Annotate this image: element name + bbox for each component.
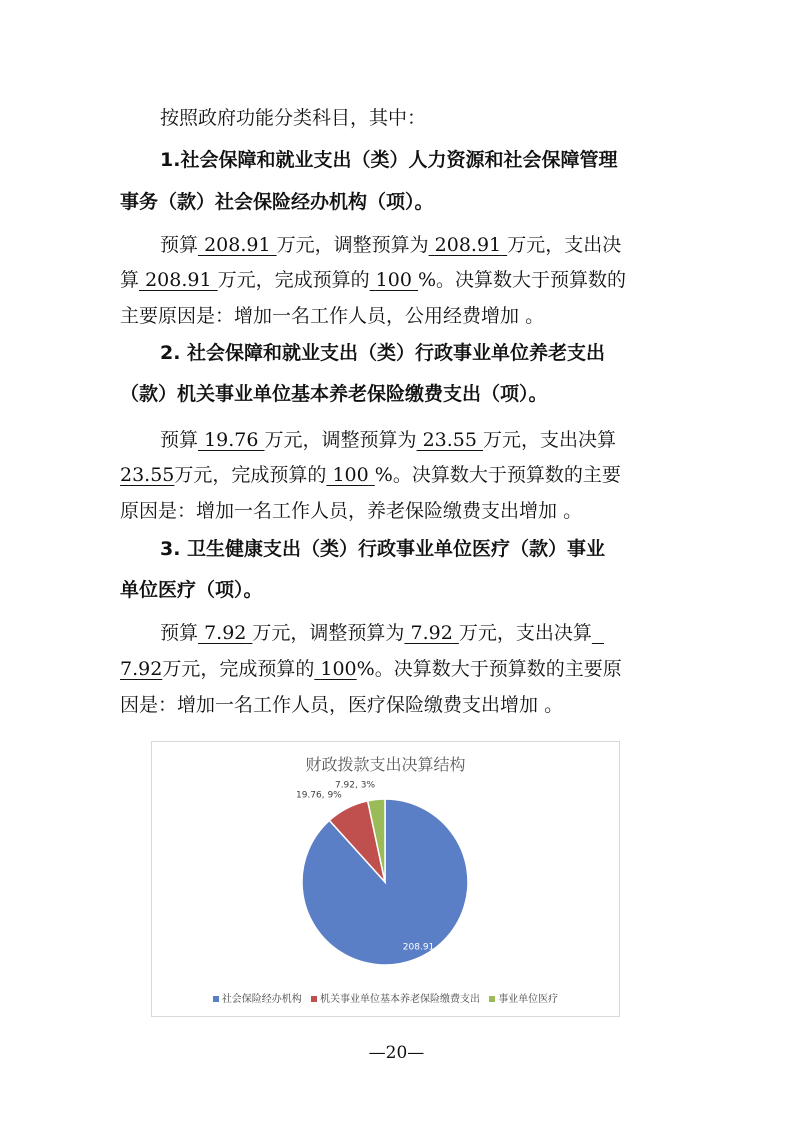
section-3-body-line3: 因是：增加一名工作人员，医疗保险缴费支出增加 。 — [120, 694, 564, 716]
pie-data-label-1: 208.91, 88% — [402, 942, 461, 953]
section-1-body-line3: 主要原因是：增加一名工作人员，公用经费增加 。 — [120, 305, 545, 327]
section-2-budget-value: 19.76 — [204, 429, 259, 451]
section-3-heading-text-2: 单位医疗（项）。 — [120, 579, 263, 601]
section-3-budget-value: 7.92 — [204, 622, 247, 644]
section-2-adjusted — [417, 429, 484, 451]
section-3-heading-line1 — [160, 529, 720, 569]
section-2-body-line2: 23.55万元，完成预算的 100 %。决算数大于预算数的主要 — [120, 464, 621, 486]
chart-title: 财政拨款支出决算结构 — [305, 755, 466, 774]
section-3-final-value: 7.92 — [120, 658, 163, 680]
section-2-body-line1: 预算 19.76 万元，调整预算为 23.55 万元，支出决算 — [160, 429, 617, 451]
section-2-heading-line2 — [120, 374, 680, 414]
section-3-budget — [198, 622, 252, 644]
legend-item-3 — [489, 994, 558, 1005]
section-1-body-line2: 算 208.91 万元，完成预算的 100 %。决算数大于预算数的 — [120, 269, 627, 291]
section-3-heading-line2 — [120, 570, 680, 610]
section-1-final — [139, 269, 218, 291]
legend-swatch-3 — [489, 996, 495, 1002]
legend-item-1 — [213, 994, 302, 1005]
intro-text — [160, 98, 720, 138]
section-3-completion — [314, 658, 356, 680]
section-3-body-line2: 7.92万元，完成预算的 100%。决算数大于预算数的主要原 — [120, 658, 622, 680]
section-2-heading-text-2: （款）机关事业单位基本养老保险缴费支出（项）。 — [120, 383, 548, 405]
section-2-final — [120, 464, 174, 486]
section-3-adjusted-value: 7.92 — [410, 622, 453, 644]
section-1-heading-text-2: 事务（款）社会保险经办机构（项）。 — [120, 191, 434, 213]
legend-swatch-1 — [213, 996, 219, 1002]
legend-swatch-2 — [311, 996, 317, 1002]
pie-chart — [152, 742, 621, 982]
section-3-final — [120, 658, 162, 680]
section-2-heading-line1 — [160, 333, 720, 373]
section-2-reason: 增加一名工作人员，养老保险缴费支出增加 — [196, 500, 558, 522]
section-1-heading-line1 — [160, 140, 720, 180]
section-2-completion-value: 100 — [332, 464, 369, 486]
section-3-reason: 增加一名工作人员，医疗保险缴费支出增加 — [177, 694, 539, 716]
pie-chart-container — [151, 741, 620, 1017]
pie-data-label-2: 19.76, 9% — [295, 790, 342, 801]
section-2-body-line3: 原因是：增加一名工作人员，养老保险缴费支出增加 。 — [120, 500, 583, 522]
section-1-final-value: 208.91 — [145, 269, 212, 291]
section-1-budget — [198, 234, 277, 256]
section-2-adjusted-value: 23.55 — [422, 429, 477, 451]
legend-label-1: 社会保险经办机构 — [221, 994, 302, 1005]
section-2-final-value: 23.55 — [120, 464, 175, 486]
legend-item-2 — [311, 994, 480, 1005]
section-2-heading-text-1: 2. 社会保障和就业支出（类）行政事业单位养老支出 — [160, 342, 606, 364]
section-1-completion-value: 100 — [375, 269, 412, 291]
chart-legend — [152, 990, 619, 1005]
legend-label-2: 机关事业单位基本养老保险缴费支出 — [320, 994, 480, 1005]
section-3-completion-value: 100 — [320, 658, 357, 680]
section-1-adjusted — [429, 234, 508, 256]
section-3-blank — [592, 622, 604, 644]
section-1-body-line1: 预算 208.91 万元，调整预算为 208.91 万元，支出决 — [160, 234, 622, 256]
section-1-reason: 增加一名工作人员，公用经费增加 — [234, 305, 520, 327]
section-2-budget — [198, 429, 265, 451]
page-number: —20— — [368, 1043, 425, 1063]
section-3-heading-text-1: 3. 卫生健康支出（类）行政事业单位医疗（款）事业 — [160, 538, 606, 560]
pie-data-label-3: 7.92, 3% — [334, 780, 376, 791]
section-2-completion — [326, 464, 374, 486]
intro-label: 按照政府功能分类科目，其中： — [160, 107, 427, 129]
section-1-budget-value: 208.91 — [204, 234, 271, 256]
section-1-heading-text-1: 1.社会保障和就业支出（类）人力资源和社会保障管理 — [160, 149, 618, 171]
section-1-adjusted-value: 208.91 — [434, 234, 502, 256]
section-1-heading-line2 — [120, 182, 680, 222]
legend-label-3: 事业单位医疗 — [498, 994, 559, 1005]
section-1-completion — [370, 269, 418, 291]
section-3-adjusted — [404, 622, 458, 644]
section-3-body-line1: 预算 7.92 万元，调整预算为 7.92 万元，支出决算 — [160, 613, 720, 653]
